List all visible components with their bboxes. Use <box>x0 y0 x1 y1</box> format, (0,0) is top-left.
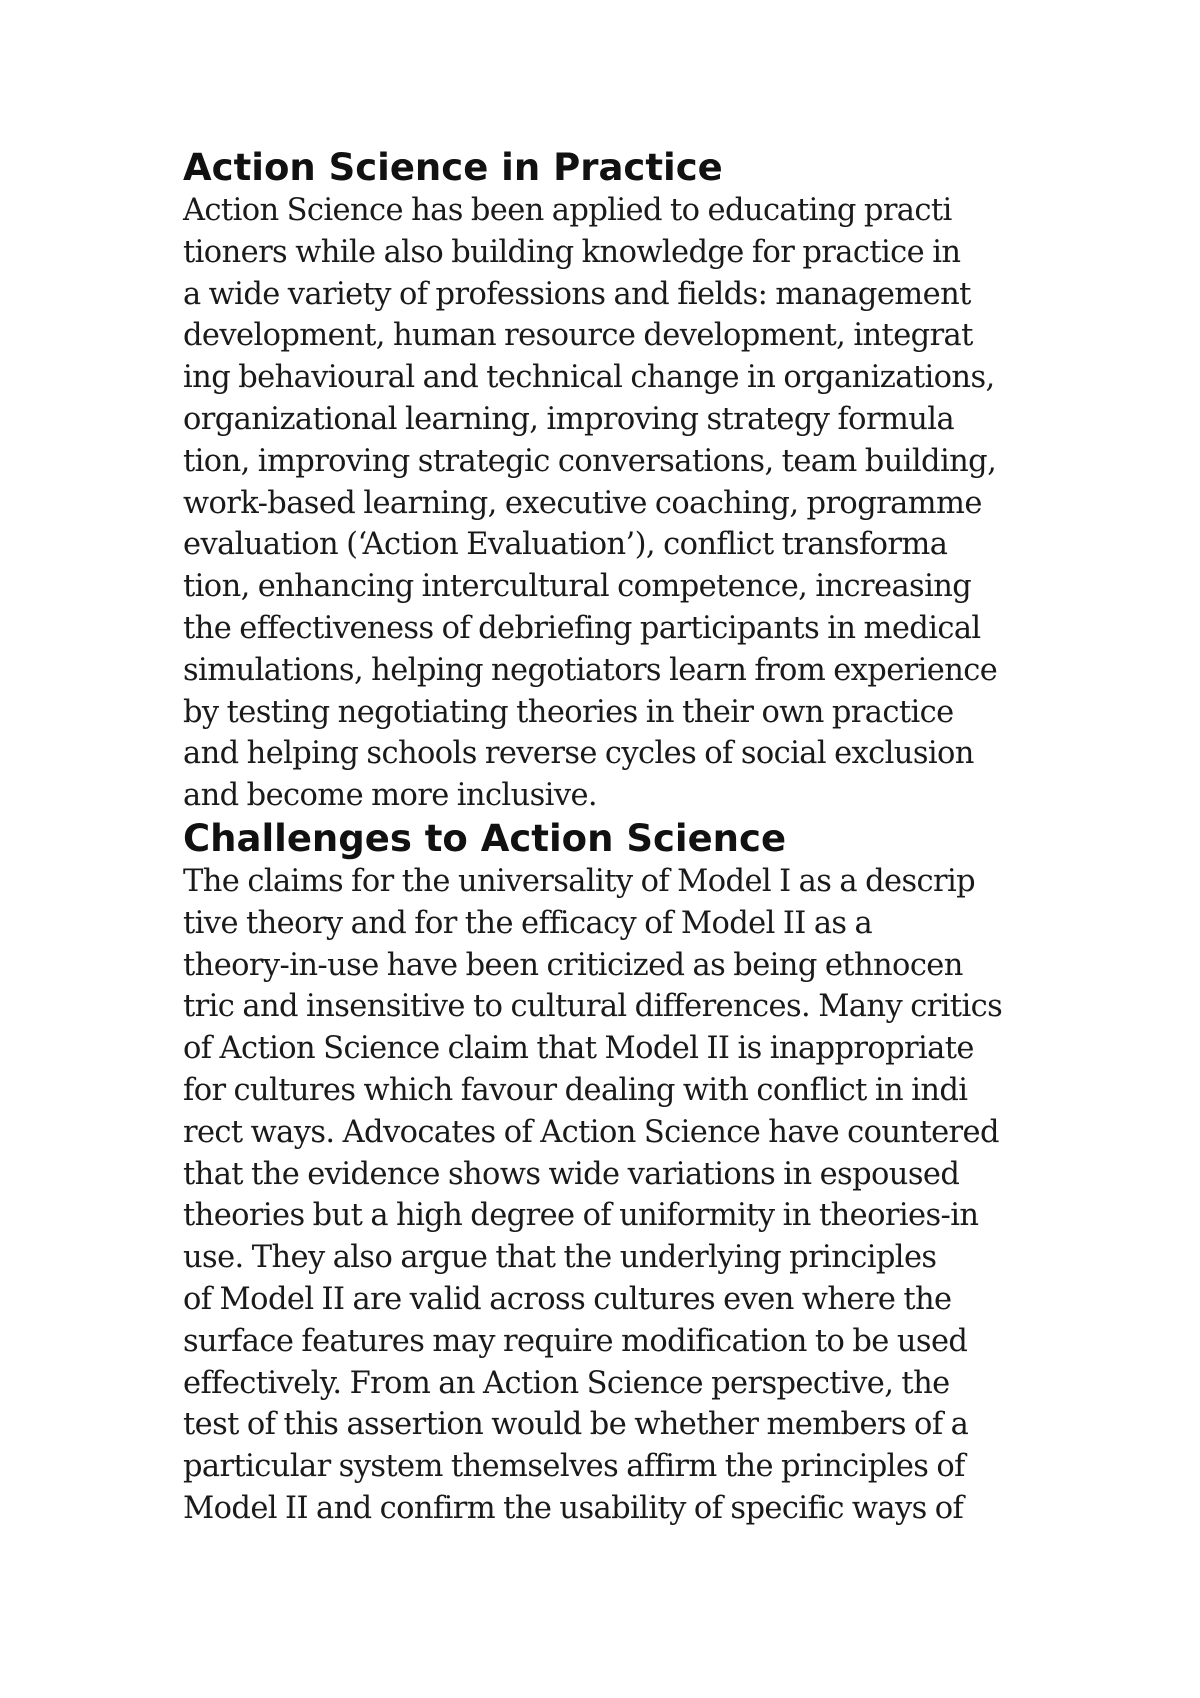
body-line: simulations, helping negotiators learn from experience <box>183 652 998 688</box>
section-body-practice <box>183 190 1013 817</box>
body-line: surface features may require modification to be used <box>183 1323 968 1359</box>
body-line: ing behavioural and technical change in organizations, <box>183 360 995 396</box>
body-line: rect ways. Advocates of Action Science have countered <box>183 1114 999 1150</box>
body-line: the effectiveness of debriefing participants in medical <box>183 610 981 646</box>
body-line: and helping schools reverse cycles of social exclusion <box>183 736 974 772</box>
body-line: tion, enhancing intercultural competence, increasing <box>183 569 972 605</box>
body-line: The claims for the universality of Model I as a descrip <box>183 863 976 899</box>
body-line: that the evidence shows wide variations in espoused <box>183 1156 960 1192</box>
section-heading-practice: Action Science in Practice <box>183 146 723 189</box>
body-line: particular system themselves affirm the principles of <box>183 1449 965 1485</box>
page-content <box>183 146 1013 1530</box>
body-line: effectively. From an Action Science perspective, the <box>183 1365 950 1401</box>
body-line: organizational learning, improving strategy formula <box>183 401 955 437</box>
body-line: and become more inclusive. <box>183 778 597 814</box>
body-line: of Action Science claim that Model II is inappropriate <box>183 1031 974 1067</box>
body-line: tric and insensitive to cultural differences. Many critics <box>183 989 1003 1025</box>
body-line: work-based learning, executive coaching, programme <box>183 485 982 521</box>
body-line: Model II and confirm the usability of specific ways of <box>183 1490 964 1526</box>
body-line: tive theory and for the efficacy of Model II as a <box>183 905 873 941</box>
body-line: tioners while also building knowledge for practice in <box>183 234 961 270</box>
body-line: for cultures which favour dealing with conflict in indi <box>183 1072 968 1108</box>
body-line: theory-in-use have been criticized as being ethnocen <box>183 947 963 983</box>
body-line: theories but a high degree of uniformity in theories-in <box>183 1198 979 1234</box>
section-heading-challenges: Challenges to Action Science <box>183 816 787 860</box>
body-line: test of this assertion would be whether members of a <box>183 1407 969 1443</box>
section-body-challenges <box>183 861 1013 1530</box>
body-line: use. They also argue that the underlying principles <box>183 1240 937 1276</box>
body-line: tion, improving strategic conversations, team building, <box>183 443 997 479</box>
body-line: development, human resource development, integrat <box>183 318 973 354</box>
body-line: a wide variety of professions and fields: management <box>183 276 971 312</box>
body-line: by testing negotiating theories in their own practice <box>183 694 954 730</box>
body-line: evaluation (‘Action Evaluation’), conflict transforma <box>183 527 948 563</box>
body-line: of Model II are valid across cultures even where the <box>183 1281 952 1317</box>
body-line: Action Science has been applied to educating practi <box>183 193 952 228</box>
